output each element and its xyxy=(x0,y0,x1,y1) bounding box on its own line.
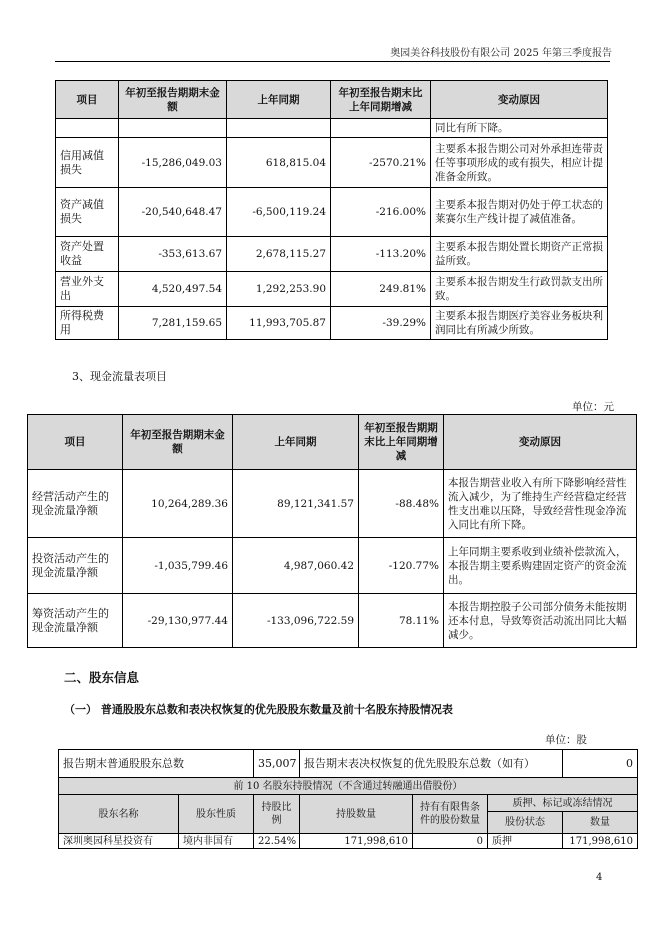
income-items-table xyxy=(55,80,608,340)
col-holder-nature: 股东性质 xyxy=(179,795,254,834)
report-header-title: 奥园美谷科技股份有限公司 2025 年第三季度报告 xyxy=(390,48,612,59)
shareholder-subtitle: （一） 普通股股东总数和表决权恢复的优先股股东数量及前十名股东持股情况表 xyxy=(64,703,453,716)
table-row xyxy=(28,538,637,594)
table1-header: 上年同期 xyxy=(227,81,331,119)
current-amount: 4,520,497.54 xyxy=(119,272,227,307)
holder-name: 深圳奥园科星投资有 xyxy=(59,834,179,849)
current-amount: 10,264,289.36 xyxy=(123,470,233,538)
holding-qty: 171,998,610 xyxy=(300,834,413,849)
shareholder-table xyxy=(58,749,638,849)
table-row xyxy=(28,594,637,648)
continued-reason: 同比有所下降。 xyxy=(431,119,608,138)
table-row xyxy=(56,138,608,188)
table1-continued-row xyxy=(56,119,608,138)
change-pct: 249.81% xyxy=(331,272,431,307)
restricted-qty: 0 xyxy=(413,834,488,849)
table1-header: 年初至报告期期末金额 xyxy=(119,81,227,119)
table-row xyxy=(56,272,608,307)
change-pct: -2570.21% xyxy=(331,138,431,188)
prior-amount: 1,292,253.90 xyxy=(227,272,331,307)
cashflow-section-title: 3、现金流量表项目 xyxy=(72,370,167,383)
pledge-count: 171,998,610 xyxy=(563,834,638,849)
col-holding-qty: 持股数量 xyxy=(300,795,413,834)
current-amount: -353,613.67 xyxy=(119,237,227,272)
total-holders-row xyxy=(59,750,638,778)
change-reason: 主要系本报告期发生行政罚款支出所致。 xyxy=(431,272,608,307)
header-divider xyxy=(55,61,610,62)
change-pct: -88.48% xyxy=(359,470,444,538)
pref-holders-label: 报告期末表决权恢复的优先股股东总数（如有） xyxy=(300,750,563,778)
prior-amount: 618,815.04 xyxy=(227,138,331,188)
col-restricted-qty: 持有有限售条件的股份数量 xyxy=(413,795,488,834)
cashflow-table xyxy=(27,414,637,648)
current-amount: -1,035,799.46 xyxy=(123,538,233,594)
change-reason: 主要系本报告期对仍处于停工状态的莱赛尔生产线计提了减值准备。 xyxy=(431,188,608,237)
table-row xyxy=(56,188,608,237)
table2-header-row xyxy=(28,415,637,470)
pref-holders-value: 0 xyxy=(563,750,638,778)
table-row xyxy=(28,470,637,538)
table1-header-row xyxy=(56,81,608,119)
top10-header-row xyxy=(59,795,638,812)
shareholder-unit: 单位：股 xyxy=(545,734,587,746)
col-pledge-group: 质押、标记或冻结情况 xyxy=(488,795,638,812)
table1-header: 变动原因 xyxy=(431,81,608,119)
table-row xyxy=(56,237,608,272)
prior-amount: 2,678,115.27 xyxy=(227,237,331,272)
table2-header: 变动原因 xyxy=(444,415,637,470)
table2-header: 年初至报告期期末比上年同期增减 xyxy=(359,415,444,470)
item-name: 经营活动产生的现金流量净额 xyxy=(28,470,123,538)
change-reason: 主要系本报告期处置长期资产正常损益所致。 xyxy=(431,237,608,272)
item-name: 资产减值损失 xyxy=(56,188,119,237)
change-reason: 主要系本报告期医疗美容业务板块利润同比有所减少所致。 xyxy=(431,307,608,340)
table-row xyxy=(59,834,638,849)
page-number: 4 xyxy=(596,872,603,883)
item-name: 资产处置收益 xyxy=(56,237,119,272)
table2-header: 上年同期 xyxy=(233,415,359,470)
prior-amount: -133,096,722.59 xyxy=(233,594,359,648)
prior-amount: 11,993,705.87 xyxy=(227,307,331,340)
cashflow-unit: 单位：元 xyxy=(572,401,614,413)
change-reason: 上年同期主要系收到业绩补偿款流入，本报告期主要系购建固定资产的资金流出。 xyxy=(444,538,637,594)
total-holders-label: 报告期末普通股股东总数 xyxy=(59,750,254,778)
item-name: 筹资活动产生的现金流量净额 xyxy=(28,594,123,648)
prior-amount: 4,987,060.42 xyxy=(233,538,359,594)
col-holding-ratio: 持股比例 xyxy=(254,795,300,834)
col-share-status: 股份状态 xyxy=(488,812,563,834)
current-amount: -29,130,977.44 xyxy=(123,594,233,648)
table2-header: 年初至报告期期末金额 xyxy=(123,415,233,470)
table-row xyxy=(56,307,608,340)
change-pct: -113.20% xyxy=(331,237,431,272)
holding-ratio: 22.54% xyxy=(254,834,300,849)
item-name: 信用减值损失 xyxy=(56,138,119,188)
change-pct: 78.11% xyxy=(359,594,444,648)
prior-amount: -6,500,119.24 xyxy=(227,188,331,237)
top10-title: 前 10 名股东持股情况（不含通过转融通出借股份） xyxy=(59,778,638,795)
top10-title-row xyxy=(59,778,638,795)
change-pct: -120.77% xyxy=(359,538,444,594)
change-pct: -39.29% xyxy=(331,307,431,340)
table1-header: 年初至报告期末比上年同期增减 xyxy=(331,81,431,119)
change-reason: 主要系本报告期公司对外承担连带责任等事项形成的或有损失，相应计提准备金所致。 xyxy=(431,138,608,188)
item-name: 投资活动产生的现金流量净额 xyxy=(28,538,123,594)
current-amount: -15,286,049.03 xyxy=(119,138,227,188)
current-amount: -20,540,648.47 xyxy=(119,188,227,237)
total-holders-value: 35,007 xyxy=(254,750,300,778)
table1-header: 项目 xyxy=(56,81,119,119)
current-amount: 7,281,159.65 xyxy=(119,307,227,340)
col-holder-name: 股东名称 xyxy=(59,795,179,834)
shareholder-section-title: 二、股东信息 xyxy=(64,670,140,685)
item-name: 营业外支出 xyxy=(56,272,119,307)
change-reason: 本报告期控股子公司部分债务未能按期还本付息，导致筹资活动流出同比大幅减少。 xyxy=(444,594,637,648)
col-pledge-count: 数量 xyxy=(563,812,638,834)
change-pct: -216.00% xyxy=(331,188,431,237)
item-name: 所得税费用 xyxy=(56,307,119,340)
change-reason: 本报告期营业收入有所下降影响经营性流入减少，为了维持生产经营稳定经营性支出难以压降，导致经营性现金净流入同比有所下降。 xyxy=(444,470,637,538)
holder-nature: 境内非国有 xyxy=(179,834,254,849)
prior-amount: 89,121,341.57 xyxy=(233,470,359,538)
table2-header: 项目 xyxy=(28,415,123,470)
share-status: 质押 xyxy=(488,834,563,849)
